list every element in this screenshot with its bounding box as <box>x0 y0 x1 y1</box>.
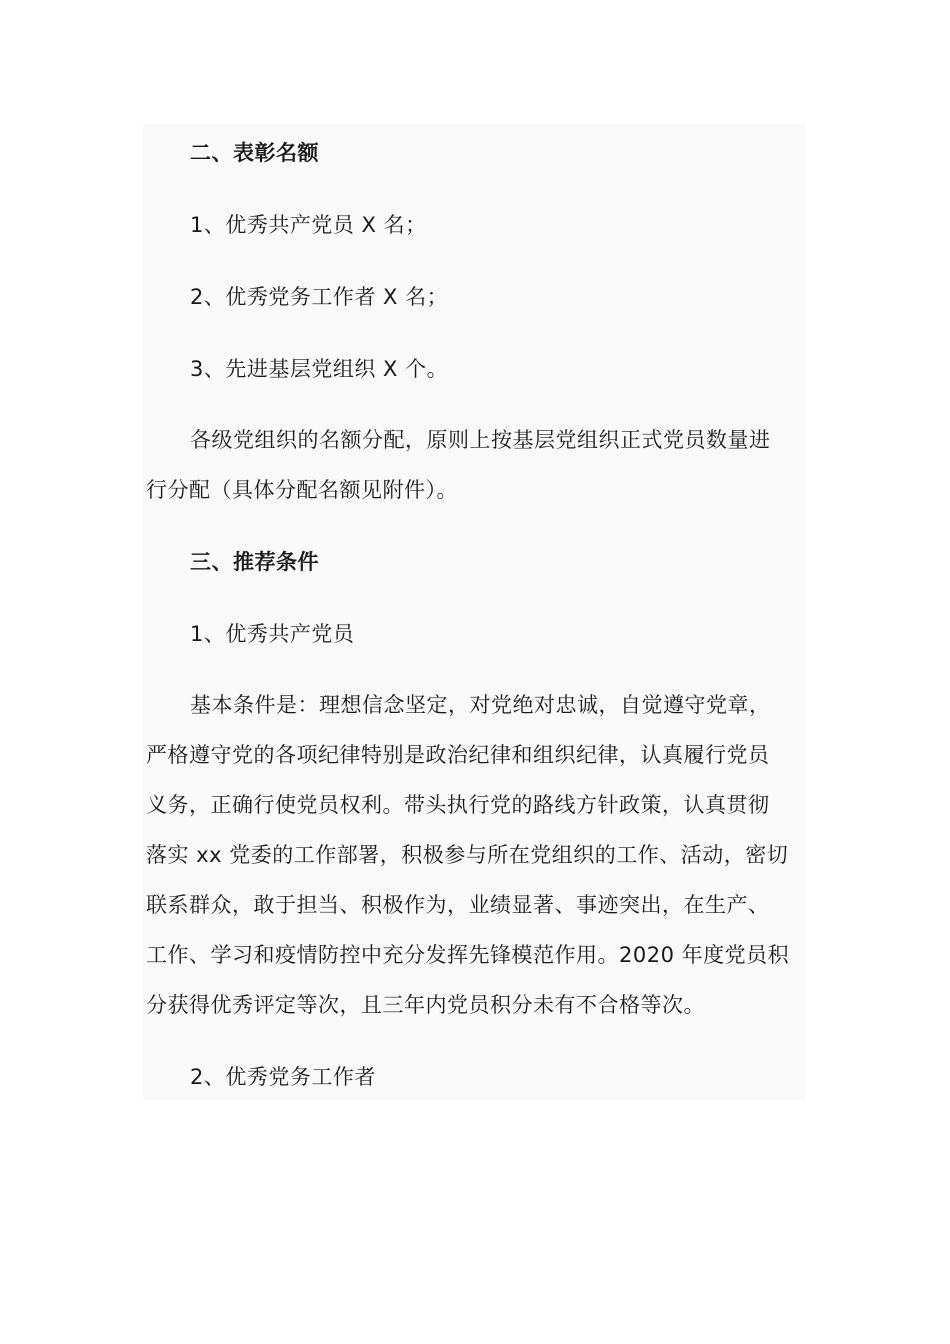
criteria-paragraph-line-2: 严格遵守党的各项纪律特别是政治纪律和组织纪律，认真履行党员 <box>146 743 770 767</box>
section-heading-awards: 二、表彰名额 <box>190 141 319 165</box>
allocation-paragraph-line-2: 行分配（具体分配名额见附件）。 <box>146 478 458 502</box>
criteria-item-party-member: 1、优秀共产党员 <box>190 622 355 646</box>
criteria-paragraph-line-5: 联系群众，敢于担当、积极作为，业绩显著、事迹突出，在生产、 <box>146 893 770 917</box>
award-item-organization: 3、先进基层党组织 X 个。 <box>190 357 449 381</box>
document-page <box>143 124 806 1100</box>
allocation-paragraph-line-1: 各级党组织的名额分配，原则上按基层党组织正式党员数量进 <box>190 428 771 452</box>
criteria-paragraph-line-1: 基本条件是：理想信念坚定，对党绝对忠诚，自觉遵守党章， <box>190 693 771 717</box>
award-item-party-member: 1、优秀共产党员 X 名； <box>190 213 427 237</box>
award-item-party-worker: 2、优秀党务工作者 X 名； <box>190 285 449 309</box>
criteria-paragraph-line-3: 义务，正确行使党员权利。带头执行党的路线方针政策，认真贯彻 <box>146 793 770 817</box>
criteria-paragraph-line-4: 落实 xx 党委的工作部署，积极参与所在党组织的工作、活动，密切 <box>146 843 789 867</box>
section-heading-criteria: 三、推荐条件 <box>190 550 319 574</box>
criteria-item-party-worker: 2、优秀党务工作者 <box>190 1065 376 1089</box>
criteria-paragraph-line-7: 分获得优秀评定等次，且三年内党员积分未有不合格等次。 <box>146 993 705 1017</box>
criteria-paragraph-line-6: 工作、学习和疫情防控中充分发挥先锋模范作用。2020 年度党员积 <box>146 943 790 967</box>
